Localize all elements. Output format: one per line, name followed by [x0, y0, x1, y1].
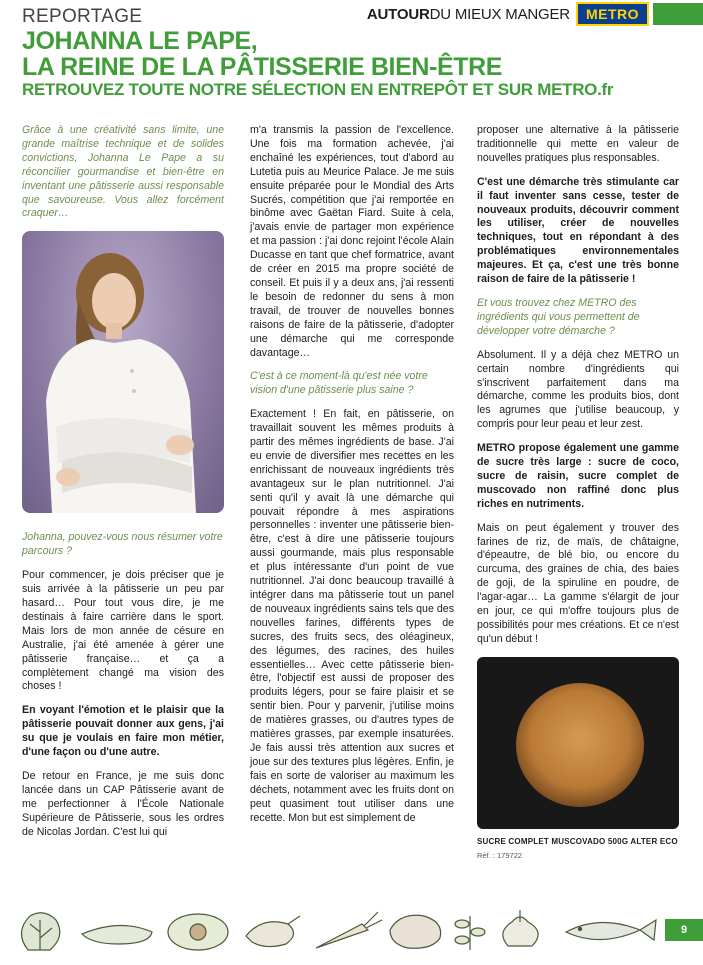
- answer-2-continuation: proposer une alternative à la pâtisserie traditionnelle qui mette en valeur de nouvelles pratiques plus responsables.: [477, 124, 679, 164]
- metro-logo: METRO: [576, 2, 649, 26]
- header-branding: [367, 3, 703, 25]
- question-3: Et vous trouvez chez METRO des ingrédients qui vous permettent de développer votre démarche ?: [477, 296, 640, 337]
- carrot-icon: [316, 912, 382, 948]
- answer-1-highlight: En voyant l'émotion et le plaisir que la pâtisserie pouvait donner aux gens, j'ai su que je voulais en faire mon métier, d'une façon ou d'une autre.: [22, 704, 224, 759]
- intro-paragraph: Grâce à une créativité sans limite, une grande maîtrise technique et de solides convictions, Johanna Le Pape a su réconcilier gourmandise et bien-être en inventant une pâtisserie aussi responsable que savoureuse. Vous allez forcément craquer…: [22, 124, 224, 220]
- footer-icon-strip: [0, 902, 703, 960]
- sugar-pile-illustration: [477, 657, 679, 829]
- answer-2-paragraph: Exactement ! En fait, en pâtisserie, on travaillait souvent les mêmes produits à partir des mêmes ingrédients de base. J'ai eu envie de diversifier mes recettes en les enrichissant de nouveaux ingrédients très avantageux sur le plan nutritionnel. J'ai senti qu'il y avait là une démarche qui pouvait répondre à mes aspirations personnelles : inventer une pâtisserie bien-être, c'est à dire une pâtisserie toujours aussi gourmande, mais plus responsable et plus intéressante d'un point de vue nutritionnel. J'ai donc beaucoup travaillé à intégrer dans ma pâtisserie tout un panel de nouveaux ingrédients sains tels que des nouvelles farines, différents types de sucres, des fruits secs, des oléagineux, des légumes, des racines, des huiles essentielles… Avec cette pâtisserie bien-être, l'objectif est aussi de proposer des produits légers, pour se faire plaisir et se sentir bien. Pour y parvenir, j'utilise moins de matières grasses, ou d'autres types de matières grasses, par exemple insaturées. Je fais aussi très attention aux sucres et joue sur des textures plus légères. Enfin, je fais en sorte de valoriser au maximum les déchets, notamment avec les fruits dont on peut quasiment tout utiliser dans une recette. Mon but est simplement de: [250, 408, 454, 824]
- avocado-icon: [168, 914, 228, 950]
- header-green-bar: [653, 3, 703, 25]
- article-subtitle: RETROUVEZ TOUTE NOTRE SÉLECTION EN ENTREPÔT ET SUR METRO.fr: [22, 80, 614, 99]
- fish-icon: [566, 920, 656, 940]
- answer-2-highlight: C'est une démarche très stimulante car il faut inventer sans cesse, tester de nouveaux produits, découvrir comment les utiliser, créer de nouvelles techniques, tout en répondant à des problématiques environnementales majeures. Et ça, c'est une très bonne raison de faire de la pâtisserie !: [477, 175, 679, 286]
- answer-3-paragraph-2: Mais on peut également y trouver des farines de riz, de maïs, de châtaigne, d'épeautre, de blé bio, ou encore du curcuma, des graines de chia, des baies de goji, de la spiruline en poudre, de l'agar-agar… La gamme s'élargit de jour en jour, ce qui m'offre toujours plus de possibilités pour mes créations. Et ce n'est qu'un début !: [477, 521, 679, 645]
- answer-1-paragraph-2: De retour en France, je me suis donc lancée dans un CAP Pâtisserie avant de me perfectionner à l'École Nationale Supérieure de Pâtisserie, sous les ordres de Nicolas Jordan. C'est lui qui: [22, 769, 224, 838]
- shrimp-icon: [246, 916, 300, 947]
- steak-icon: [390, 915, 441, 948]
- article-title: [22, 28, 682, 80]
- section-tagline: [367, 6, 570, 23]
- product-reference: Réf. : 179722: [477, 850, 523, 860]
- garlic-icon: [503, 910, 538, 946]
- portrait-illustration: [22, 231, 224, 513]
- page-number: 9: [665, 919, 703, 941]
- footer-illustrations: [0, 902, 703, 960]
- product-photo-muscovado: [477, 657, 679, 829]
- answer-1-paragraph-3: m'a transmis la passion de l'excellence. Une fois ma formation achevée, j'ai enchaîné les expériences, tout d'abord au Lutetia puis au Meurice Palace. Je me suis ensuite préparée pour le Mondial des Arts Sucrés, compétition que j'ai remportée en binôme avec Gaëtan Fiard. Suite à cela, j'avais envie de partager mon expérience et ma passion : j'ai donc rejoint l'école Alain Ducasse en tant que chef formatrice, avant de créer en 2015 ma propre société de conseil. Et puis il y a deux ans, j'ai ressenti le besoin de redonner du sens à mon travail, de trouver de nouvelles bonnes raisons de faire de la pâtisserie, d'adopter une démarche qui me corresponde davantage…: [250, 124, 454, 359]
- title-line-1: JOHANNA LE PAPE,: [22, 27, 258, 55]
- zucchini-icon: [82, 925, 152, 944]
- question-2: C'est à ce moment-là qu'est née votre vision d'une pâtisserie plus saine ?: [250, 370, 428, 397]
- herb-icon: [455, 916, 485, 950]
- column-2: [250, 124, 454, 835]
- product-caption: SUCRE COMPLET MUSCOVADO 500G ALTER ECO: [477, 836, 678, 846]
- tagline-bold: AUTOUR: [366, 5, 430, 23]
- answer-3-highlight: METRO propose également une gamme de sucre très large : sucre de coco, sucre de raisin, sucre complet de muscovado non raffiné donc plus riches en nutriments.: [477, 442, 679, 510]
- column-3: [477, 124, 679, 863]
- section-rubric: REPORTAGE: [22, 6, 143, 27]
- answer-3-paragraph-1: Absolument. Il y a déjà chez METRO un certain nombre d'ingrédients qui s'inscrivent parfaitement dans ma démarche, comme les produits bios, dont les agrumes que j'utilise beaucoup, y compris pour leur peau et leur zest.: [477, 348, 679, 431]
- question-1: Johanna, pouvez-vous nous résumer votre parcours ?: [22, 531, 223, 558]
- lettuce-icon: [21, 913, 59, 950]
- column-1: [22, 124, 224, 849]
- answer-1-paragraph-1: Pour commencer, je dois préciser que je suis arrivée à la pâtisserie un peu par hasard… Pour tout vous dire, je me destinais à faire carrière dans le sport. Mais lors de mon année de césure en Australie, j'ai été amenée à gérer une pâtisserie française… et ça a complètement changé ma vision des choses !: [22, 569, 224, 693]
- chef-portrait-photo: [22, 231, 224, 513]
- title-line-2: LA REINE DE LA PÂTISSERIE BIEN-ÊTRE: [22, 53, 503, 81]
- tagline-rest: DU MIEUX MANGER: [429, 5, 570, 23]
